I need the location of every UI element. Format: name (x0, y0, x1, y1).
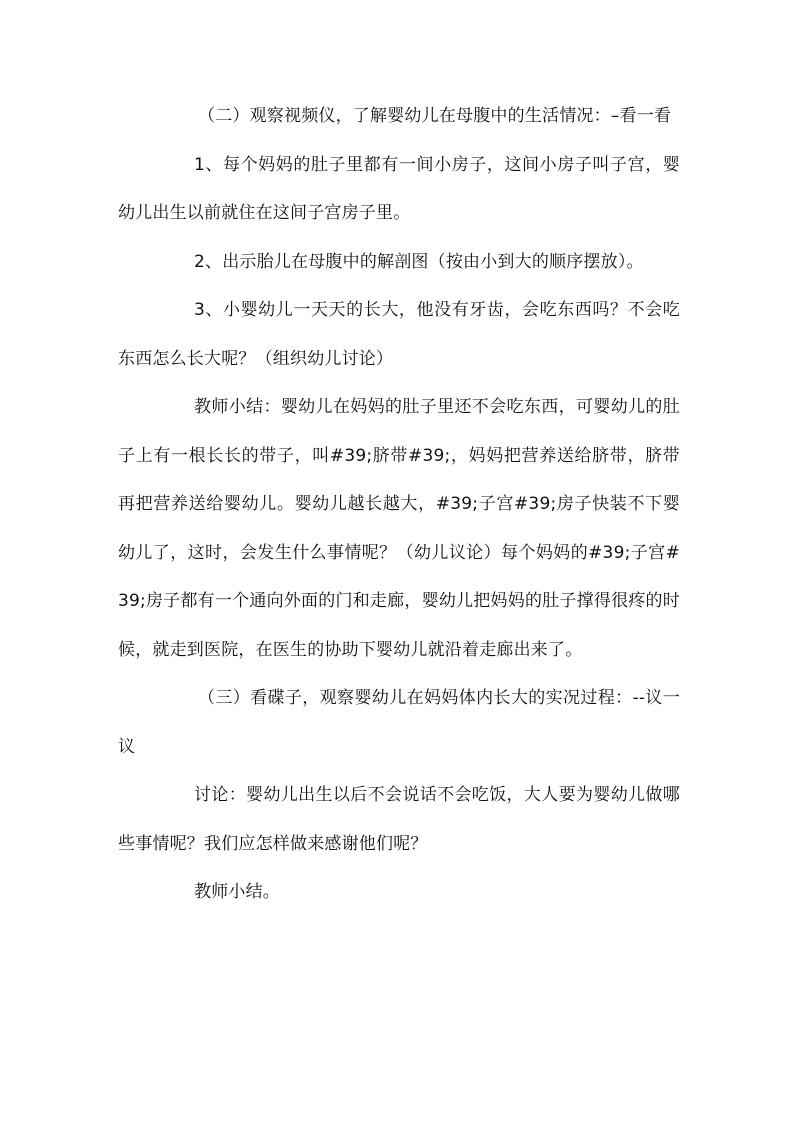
teacher-summary-paragraph: 教师小结：婴幼儿在妈妈的肚子里还不会吃东西，可婴幼儿的肚子上有一根长长的带子，叫#39;脐带#39;，妈妈把营养送给脐带，脐带再把营养送给婴幼儿。婴幼儿越长越大，#39;子宫#39;房子快装不下婴幼儿了，这时，会发生什么事情呢？（幼儿议论）每个妈妈的#39;子宫#39;房子都有一个通向外面的门和走廊，婴幼儿把妈妈的肚子撑得很疼的时候，就走到医院，在医生的协助下婴幼儿就沿着走廊出来了。 (118, 397, 680, 660)
document-page (118, 92, 680, 917)
section-3-heading: （三）看碟子，观察婴幼儿在妈妈体内长大的实况过程：--议一议 (118, 688, 680, 757)
discussion-paragraph: 讨论：婴幼儿出生以后不会说话不会吃饭，大人要为婴幼儿做哪些事情呢？我们应怎样做来感谢他们呢？ (118, 785, 680, 854)
section-2-heading: （二）观察视频仪，了解婴幼儿在母腹中的生活情况：–看一看 (198, 106, 672, 126)
point-2-paragraph: 2、出示胎儿在母腹中的解剖图（按由小到大的顺序摆放）。 (194, 251, 644, 272)
teacher-summary-final: 教师小结。 (194, 882, 280, 902)
point-3-paragraph: 3、小婴幼儿一天天的长大，他没有牙齿，会吃东西吗？不会吃东西怎么长大呢？（组织幼儿讨论） (118, 300, 680, 369)
point-1-paragraph: 1、每个妈妈的肚子里都有一间小房子，这间小房子叫子宫，婴幼儿出生以前就住在这间子宫房子里。 (118, 154, 680, 223)
